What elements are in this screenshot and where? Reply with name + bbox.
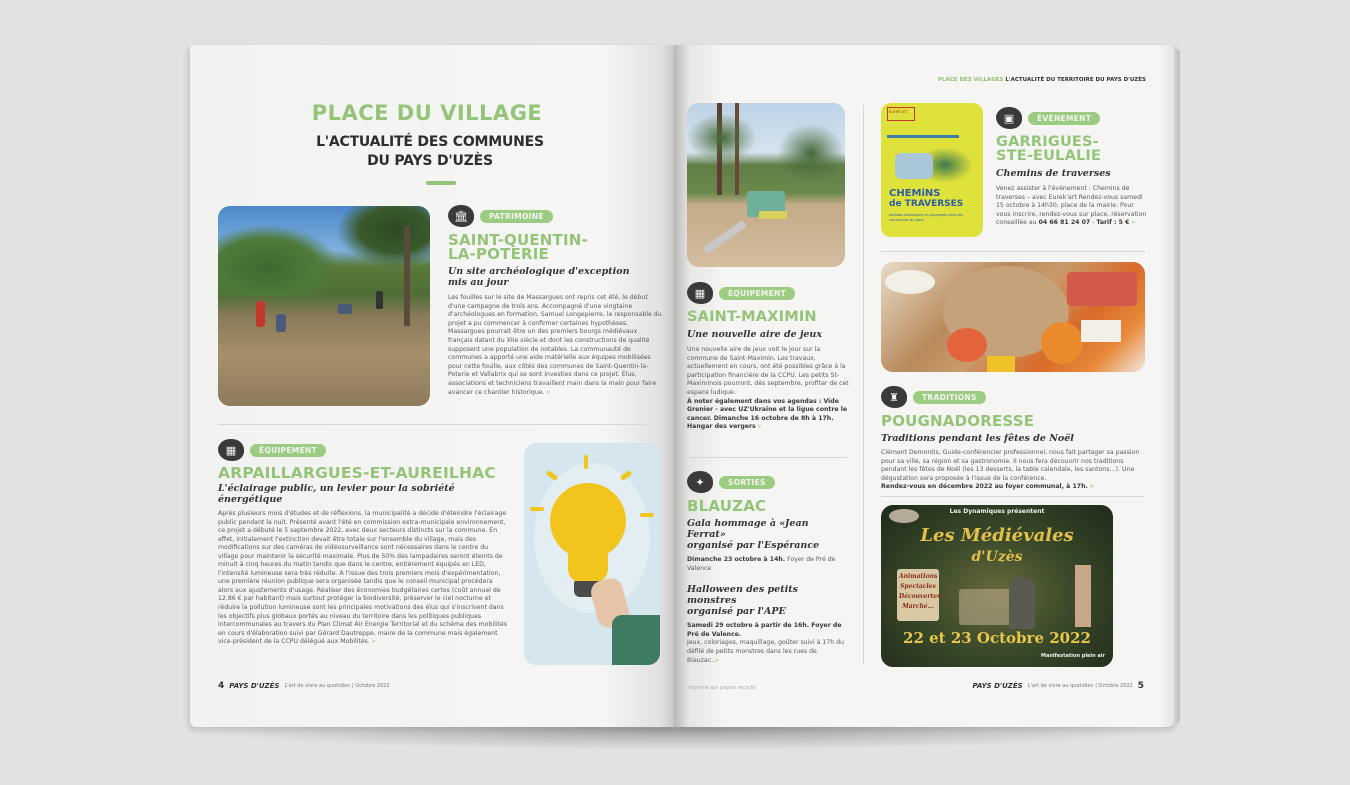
article-subtitle: L'éclairage public, un levier pour la sobriété énergétique bbox=[218, 483, 455, 505]
footer-note: Imprimé sur papier recyclé bbox=[688, 685, 756, 691]
price: Tarif : 5 € bbox=[1096, 219, 1130, 227]
category-badge: ÉQUIPEMENT bbox=[719, 287, 795, 300]
continue-arrow-icon: » bbox=[1131, 219, 1136, 227]
article-pougnadoresse bbox=[881, 386, 1149, 492]
page-heading: PLACE DU VILLAGE bbox=[311, 101, 543, 125]
article-saint-maximin bbox=[687, 282, 849, 432]
divider bbox=[687, 457, 847, 458]
continue-arrow-icon: » bbox=[757, 423, 762, 431]
running-header: PLACE DES VILLAGES L'ACTUALITÉ DU TERRITOIRE DU PAYS D'UZÈS bbox=[937, 77, 1146, 83]
building-icon: ▦ bbox=[687, 282, 713, 304]
continue-arrow-icon: » bbox=[1089, 483, 1094, 491]
chemins-de-traverses-poster: Eurek'art CHEMiNS de TRAVERSES balades artistiques en paysages dans les communes du gard bbox=[881, 103, 983, 237]
playground-photo bbox=[687, 103, 845, 267]
category-badge: ÉQUIPEMENT bbox=[250, 444, 326, 457]
footer-tagline: L'art de vivre au quotidien | Octobre 2022 bbox=[284, 683, 390, 689]
article-subtitle: Une nouvelle aire de jeux bbox=[687, 329, 822, 340]
article-title: POUGNADORESSE bbox=[881, 412, 1035, 430]
category-badge: SORTIES bbox=[719, 476, 775, 489]
category-badge: TRADITIONS bbox=[913, 391, 986, 404]
page-number: 4 bbox=[218, 681, 225, 691]
footer-tagline: L'art de vivre au quotidien | Octobre 2022 bbox=[1027, 683, 1133, 689]
event-details: Dimanche 23 octobre à 14h. Foyer de Pré de Valence bbox=[687, 556, 836, 572]
article-subtitle: Traditions pendant les fêtes de Noël bbox=[881, 433, 1074, 444]
article-body: Après plusieurs mois d'études et de réflexions, la municipalité a décidé d'éteindre l'éclairage public pendant la nuit. Présenté avant l'été en commission extra-municipale environnement, ce projet a débuté le 5 septembre 2022, avec deux secteurs distincts sur la commune. En effet, initialement l'extinction devait être totale sur l'ensemble du village, mais des modifications sur des caméras de vidéosurveillance sont nécessaires dans le centre du village pour maintenir la sécurité maximale. Plus de 50% des lampadaires seront éteints de minuit à cinq heures du matin tandis que dans le centre, entièrement équipés en LED, l'intensité lumineuse sera très réduite. A l'issue des trois premiers mois d'expérimentation, une première réunion publique sera organisée tandis que le conseil municipal procédera alors aux ajustements d'usage. Réaliser des économies budgétaires certes (coût annuel de 12.86 € par habitant) mais surtout protéger la biodiversité, préserver le ciel nocturne et réduire la pollution lumineuse sont les principales motivations des élus qui s'inscrivent dans les objectifs plus globaux portés au niveau du territoire dans les politiques publiques intercommunales au travers du Plan Climat Air Energie Territorial et du schéma des mobilités en cours d'élaboration suivi par Gérard Dautreppe, maire de la commune mais également vice-président de la CCPU délégué aux Mobilités. » bbox=[218, 510, 508, 646]
event-details: Samedi 29 octobre à partir de 16h. Foyer de Pré de Valence. Jeux, coloriages, maquillage, goûter suivi à 17h du défilé de petits monstres dans les rues de Blauzac..» bbox=[687, 622, 845, 664]
article-title: SAINT-MAXIMIN bbox=[687, 309, 817, 325]
event-subtitle: Halloween des petits monstres organisé par l'APE bbox=[687, 584, 798, 618]
article-subtitle: Un site archéologique d'exception mis au jour bbox=[448, 266, 630, 288]
knight bbox=[1009, 577, 1035, 629]
poster-title: CHEMiNS de TRAVERSES bbox=[889, 188, 964, 209]
category-badge: PATRIMOINE bbox=[480, 210, 553, 223]
magazine-brand: PAYS D'UZÈS bbox=[229, 682, 280, 690]
sleeve bbox=[612, 615, 660, 665]
article-blauzac bbox=[687, 471, 849, 665]
continue-arrow-icon: » bbox=[546, 388, 551, 396]
continue-arrow-icon: » bbox=[371, 638, 376, 646]
article-body: Une nouvelle aire de jeux voit le jour sur la commune de Saint-Maximin. Les travaux, actuellement en cours, ont été possibles grâce à la participation financière de la CCPU. Les petits St-Maximinois pourront, dès septembre, profiter de cet espace ludique. À noter également dans vos agendas : Vide Grenier - avec UZ'Ukraine et la ligue contre le cancer. Dimanche 16 octobre de 8h à 17h. Hangar des vergers » bbox=[687, 346, 849, 431]
category-badge: ÉVÉNEMENT bbox=[1028, 112, 1100, 125]
building-icon: ▦ bbox=[218, 439, 244, 461]
footer-right bbox=[973, 681, 1145, 691]
page-left bbox=[190, 45, 674, 727]
footer-left bbox=[218, 681, 390, 691]
slide bbox=[703, 220, 747, 254]
archaeological-dig-photo bbox=[218, 206, 430, 406]
event-subtitle: Gala hommage à «Jean Ferrat» organisé par l'Espérance bbox=[687, 518, 820, 551]
medievales-poster: Les Dynamiques présentent Les Médiévales d'Uzès Animations Spectacles Découvertes Marché... 22 et 23 Octobre 2022 Manifestation plein air bbox=[881, 505, 1113, 667]
page-subheading: L'ACTUALITÉ DES COMMUNES DU PAYS D'UZÈS bbox=[316, 134, 544, 169]
article-body: Les fouilles sur le site de Massargues ont repris cet été, le début d'une campagne de trois ans. Accompagné d'une vingtaine d'archéologues en formation, Samuel Longepierre, le responsable du projet a pu commencer à confirmer certaines hypothèses. Massargues pourrait être un des premiers bourgs médiévaux français datant du XIIe siècle et dont les constructions de qualité supposent une population de notables. La communauté de communes a apporté une aide matérielle aux équipes mobilisées pour cette fouille, aux côtés des communes de Saint-Quentin-la-Poterie et Vallabrix qui se sont investies dans ce projet. Élus, associations et techniciens travaillent main dans la main pour faire avancer ce chantier historique. » bbox=[448, 294, 662, 396]
party-popper-icon: ✦ bbox=[687, 471, 713, 493]
divider bbox=[881, 251, 1145, 252]
article-arpaillargues bbox=[218, 439, 508, 647]
page-right bbox=[674, 45, 1174, 727]
article-saint-quentin bbox=[448, 205, 663, 397]
article-garrigues bbox=[996, 107, 1148, 228]
article-title: BLAUZAC bbox=[687, 497, 767, 515]
phone-number: 04 66 81 24 07 bbox=[1038, 219, 1091, 227]
article-body: Clément Demontis, Guide-conférencier professionnel, nous fait partager sa passion pour sa ville, sa région et sa gastronomie. Il nous fera découvrir nos traditions pendant les fêtes de Noël (les 13 desserts, la table calendale, les santons…). Une dégustation sera proposée à l'issue de la conférence. Rendez-vous en décembre 2022 au foyer communal, à 17h. » bbox=[881, 449, 1140, 491]
bell-tower-icon: ♜ bbox=[881, 386, 907, 408]
article-subtitle: Chemins de traverses bbox=[996, 168, 1111, 179]
article-body: Venez assister à l'événement : Chemins de traverses – avec Eurek'art Rendez-vous samedi 15 octobre à 14h30, place de la mairie. Pour vous inscrire, rendez-vous sur place, réservation conseillée au 04 66 81 24 07 - Tarif : 5 € » bbox=[996, 185, 1147, 227]
article-title: SAINT-QUENTIN- LA-POTERIE bbox=[448, 231, 588, 263]
monument-icon: 🏛 bbox=[448, 205, 474, 227]
page-number: 5 bbox=[1137, 681, 1144, 691]
column-divider bbox=[863, 105, 864, 665]
article-title: GARRIGUES- STE-EULALIE bbox=[996, 134, 1102, 164]
light-bulb-illustration bbox=[524, 443, 660, 665]
magazine-brand: PAYS D'UZÈS bbox=[972, 682, 1023, 690]
divider bbox=[218, 424, 646, 425]
christmas-desserts-photo bbox=[881, 262, 1145, 372]
article-title: ARPAILLARGUES-ET-AUREILHAC bbox=[218, 464, 496, 482]
divider bbox=[881, 496, 1145, 497]
heading-accent-bar bbox=[426, 181, 456, 185]
continue-arrow-icon: » bbox=[715, 656, 719, 664]
scroll: Animations Spectacles Découvertes Marché... bbox=[897, 569, 939, 621]
owl bbox=[889, 509, 919, 523]
calendar-star-icon: ▣ bbox=[996, 107, 1022, 129]
fenestrelle-tower bbox=[1075, 565, 1091, 627]
